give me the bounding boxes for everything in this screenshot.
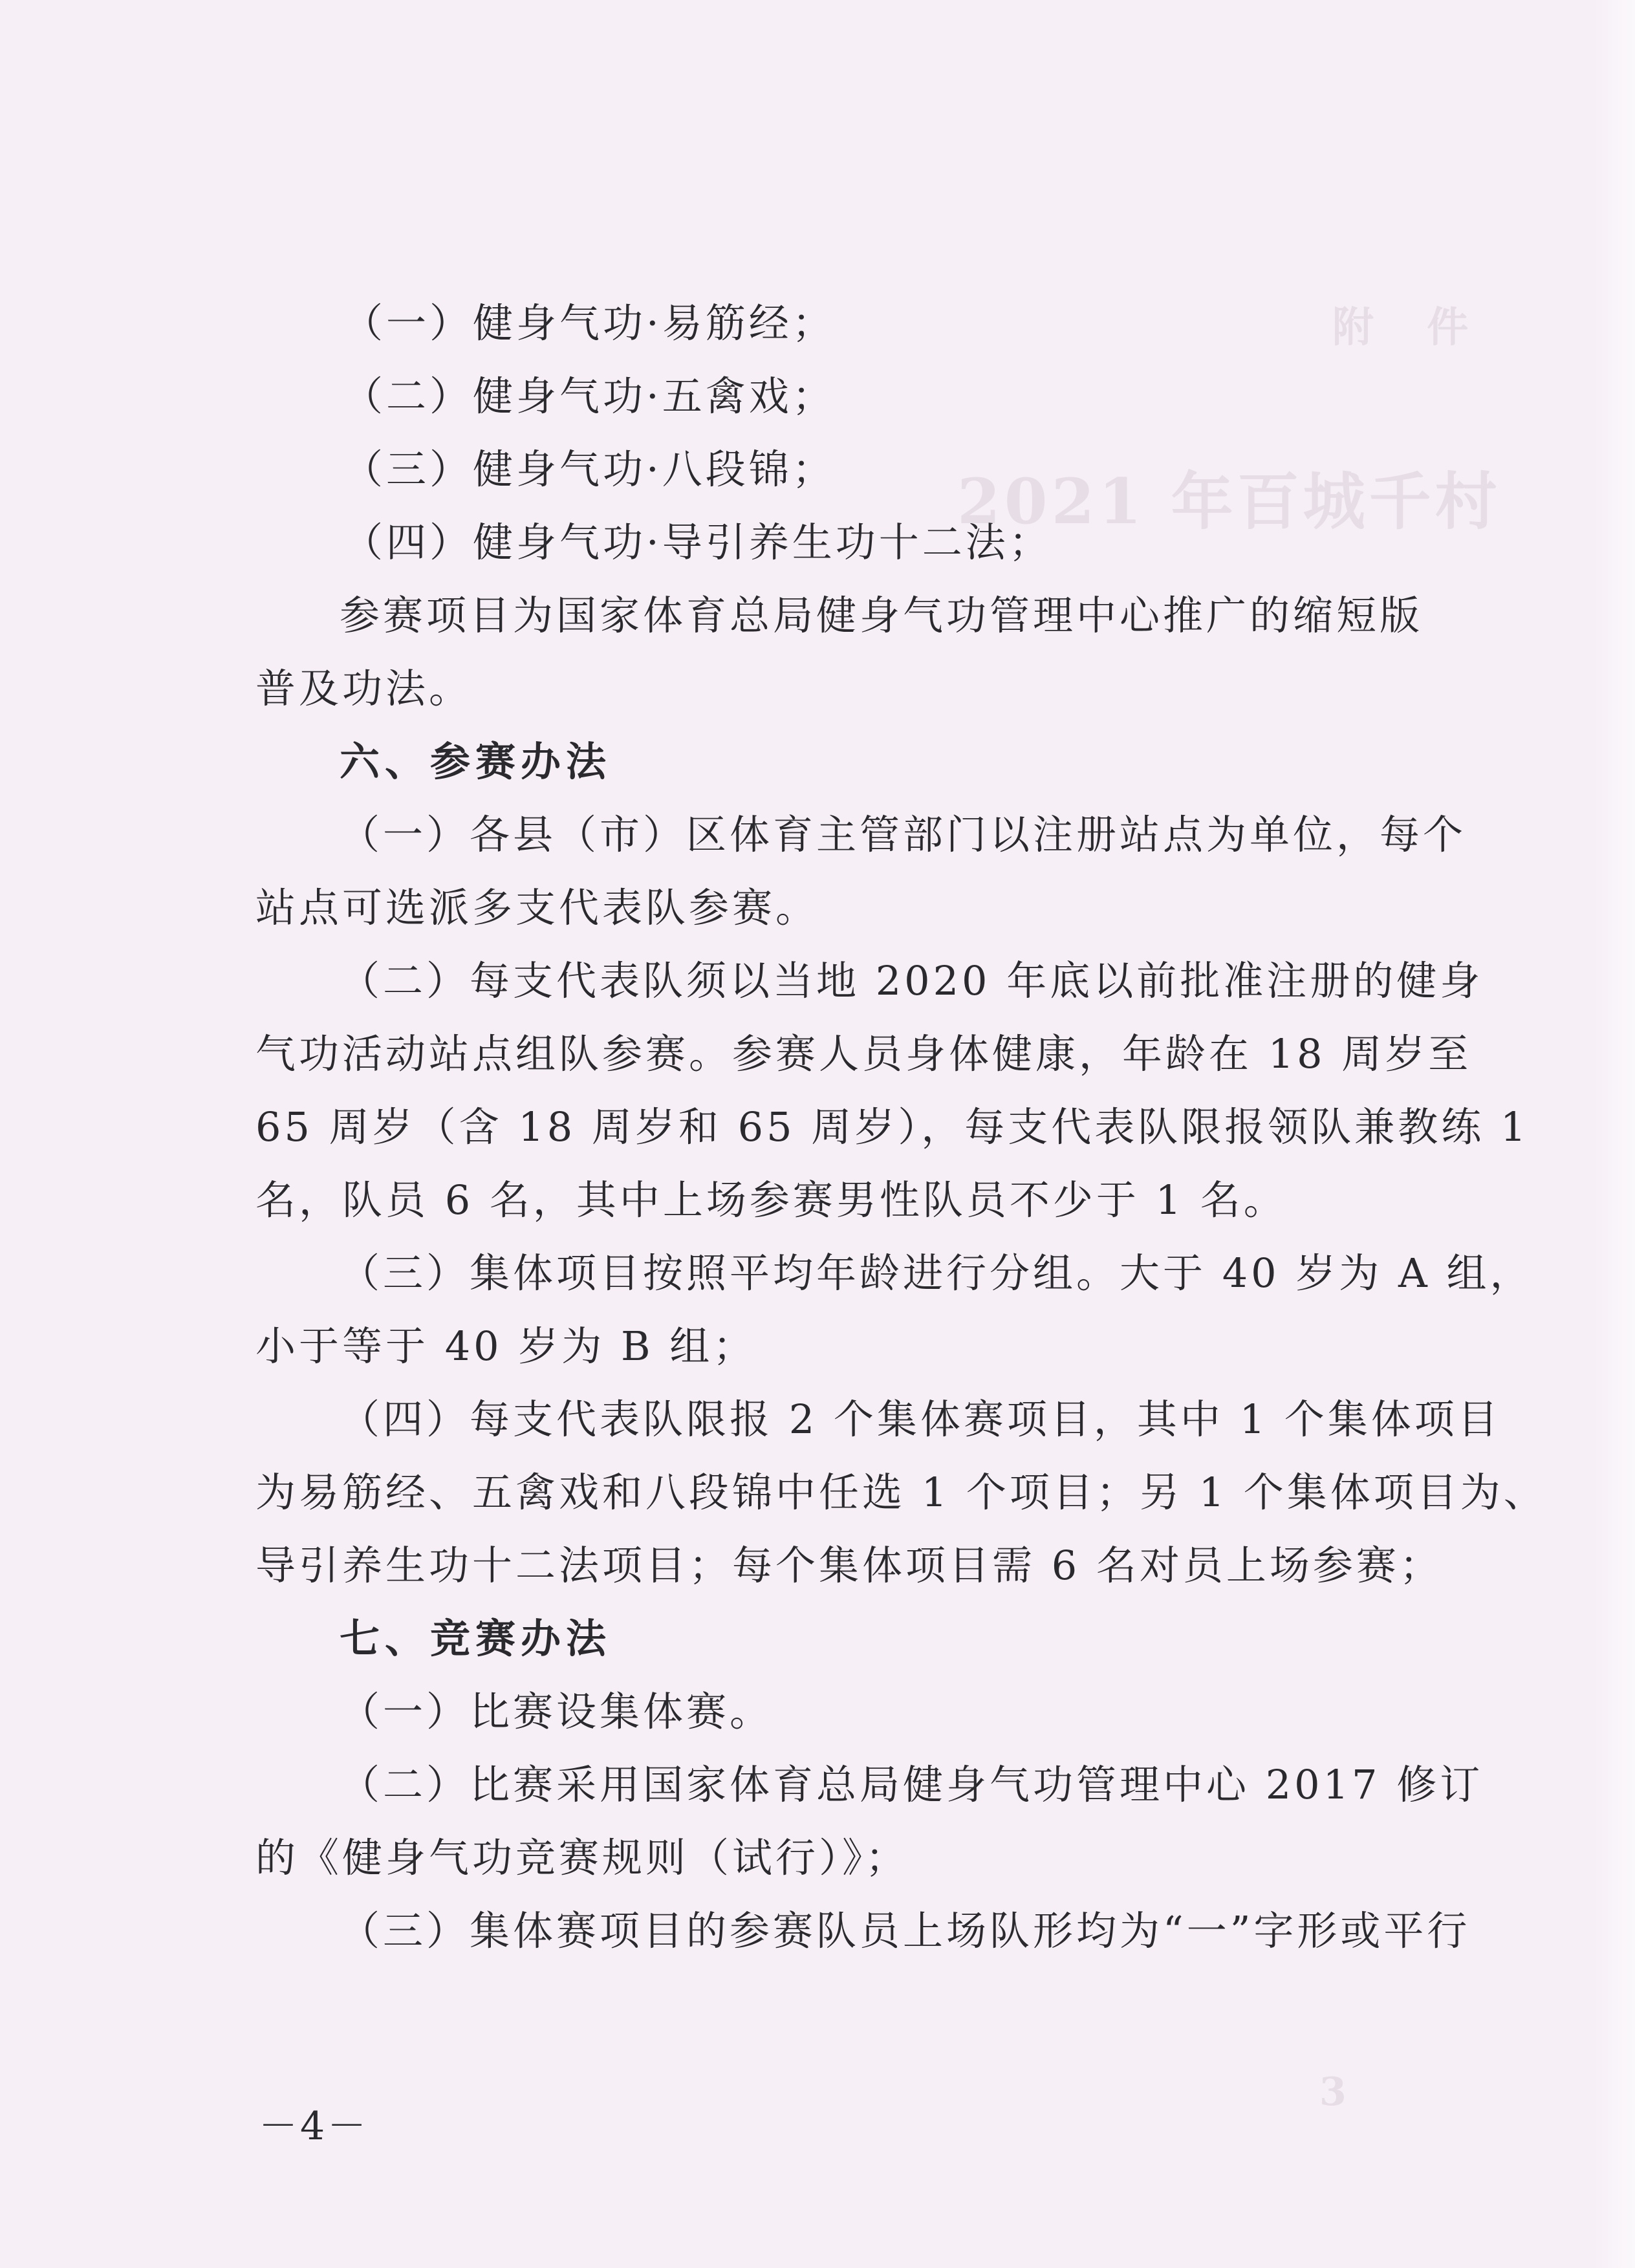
show-through-year-title: 2021 年百城千村 xyxy=(957,465,1501,538)
note-line-2: 普及功法。 xyxy=(255,665,473,712)
item-wuqinxi: （二）健身气功·五禽戏； xyxy=(343,373,836,420)
section6-p4-line1: （四）每支代表队限报 2 个集体赛项目，其中 1 个集体项目 xyxy=(340,1396,1501,1443)
section6-p1-line1: （一）各县（市）区体育主管部门以注册站点为单位，每个 xyxy=(340,811,1467,858)
section6-p4-line2: 为易筋经、五禽戏和八段锦中任选 1 个项目；另 1 个集体项目为、 xyxy=(255,1469,1547,1516)
show-through-attachment-label: 附 件 xyxy=(1332,303,1488,352)
section6-p1-line2: 站点可选派多支代表队参赛。 xyxy=(255,884,819,931)
section6-p3-line2: 小于等于 40 岁为 B 组； xyxy=(255,1323,757,1370)
note-line-1: 参赛项目为国家体育总局健身气功管理中心推广的缩短版 xyxy=(340,592,1424,639)
section6-p2-line3: 65 周岁（含 18 周岁和 65 周岁），每支代表队限报领队兼教练 1 xyxy=(255,1103,1530,1150)
section7-p2-line1: （二）比赛采用国家体育总局健身气功管理中心 2017 修订 xyxy=(340,1761,1484,1808)
item-daoyin: （四）健身气功·导引养生功十二法； xyxy=(343,519,1052,566)
scan-edge xyxy=(1590,0,1635,2268)
section7-p2-line2: 的《健身气功竞赛规则（试行）》； xyxy=(255,1834,909,1881)
section7-p1: （一）比赛设集体赛。 xyxy=(340,1688,774,1735)
page-number: －4－ xyxy=(259,2104,369,2149)
section6-p3-line1: （三）集体项目按照平均年龄进行分组。大于 40 岁为 A 组， xyxy=(340,1249,1533,1297)
section6-heading: 六、参赛办法 xyxy=(340,738,612,785)
section6-p4-line3: 导引养生功十二法项目；每个集体项目需 6 名对员上场参赛； xyxy=(255,1542,1443,1589)
section7-heading: 七、竞赛办法 xyxy=(340,1615,612,1662)
item-yijinjing: （一）健身气功·易筋经； xyxy=(343,299,836,347)
section6-p2-line1: （二）每支代表队须以当地 2020 年底以前批准注册的健身 xyxy=(340,957,1484,1004)
section7-p3: （三）集体赛项目的参赛队员上场队形均为“一”字形或平行 xyxy=(340,1907,1471,1954)
section6-p2-line4: 名，队员 6 名，其中上场参赛男性队员不少于 1 名。 xyxy=(255,1176,1287,1224)
show-through-page-number: 3 xyxy=(1319,2069,1347,2115)
section6-p2-line2: 气功活动站点组队参赛。参赛人员身体健康，年龄在 18 周岁至 xyxy=(255,1030,1472,1077)
item-baduanjin: （三）健身气功·八段锦； xyxy=(343,446,836,493)
